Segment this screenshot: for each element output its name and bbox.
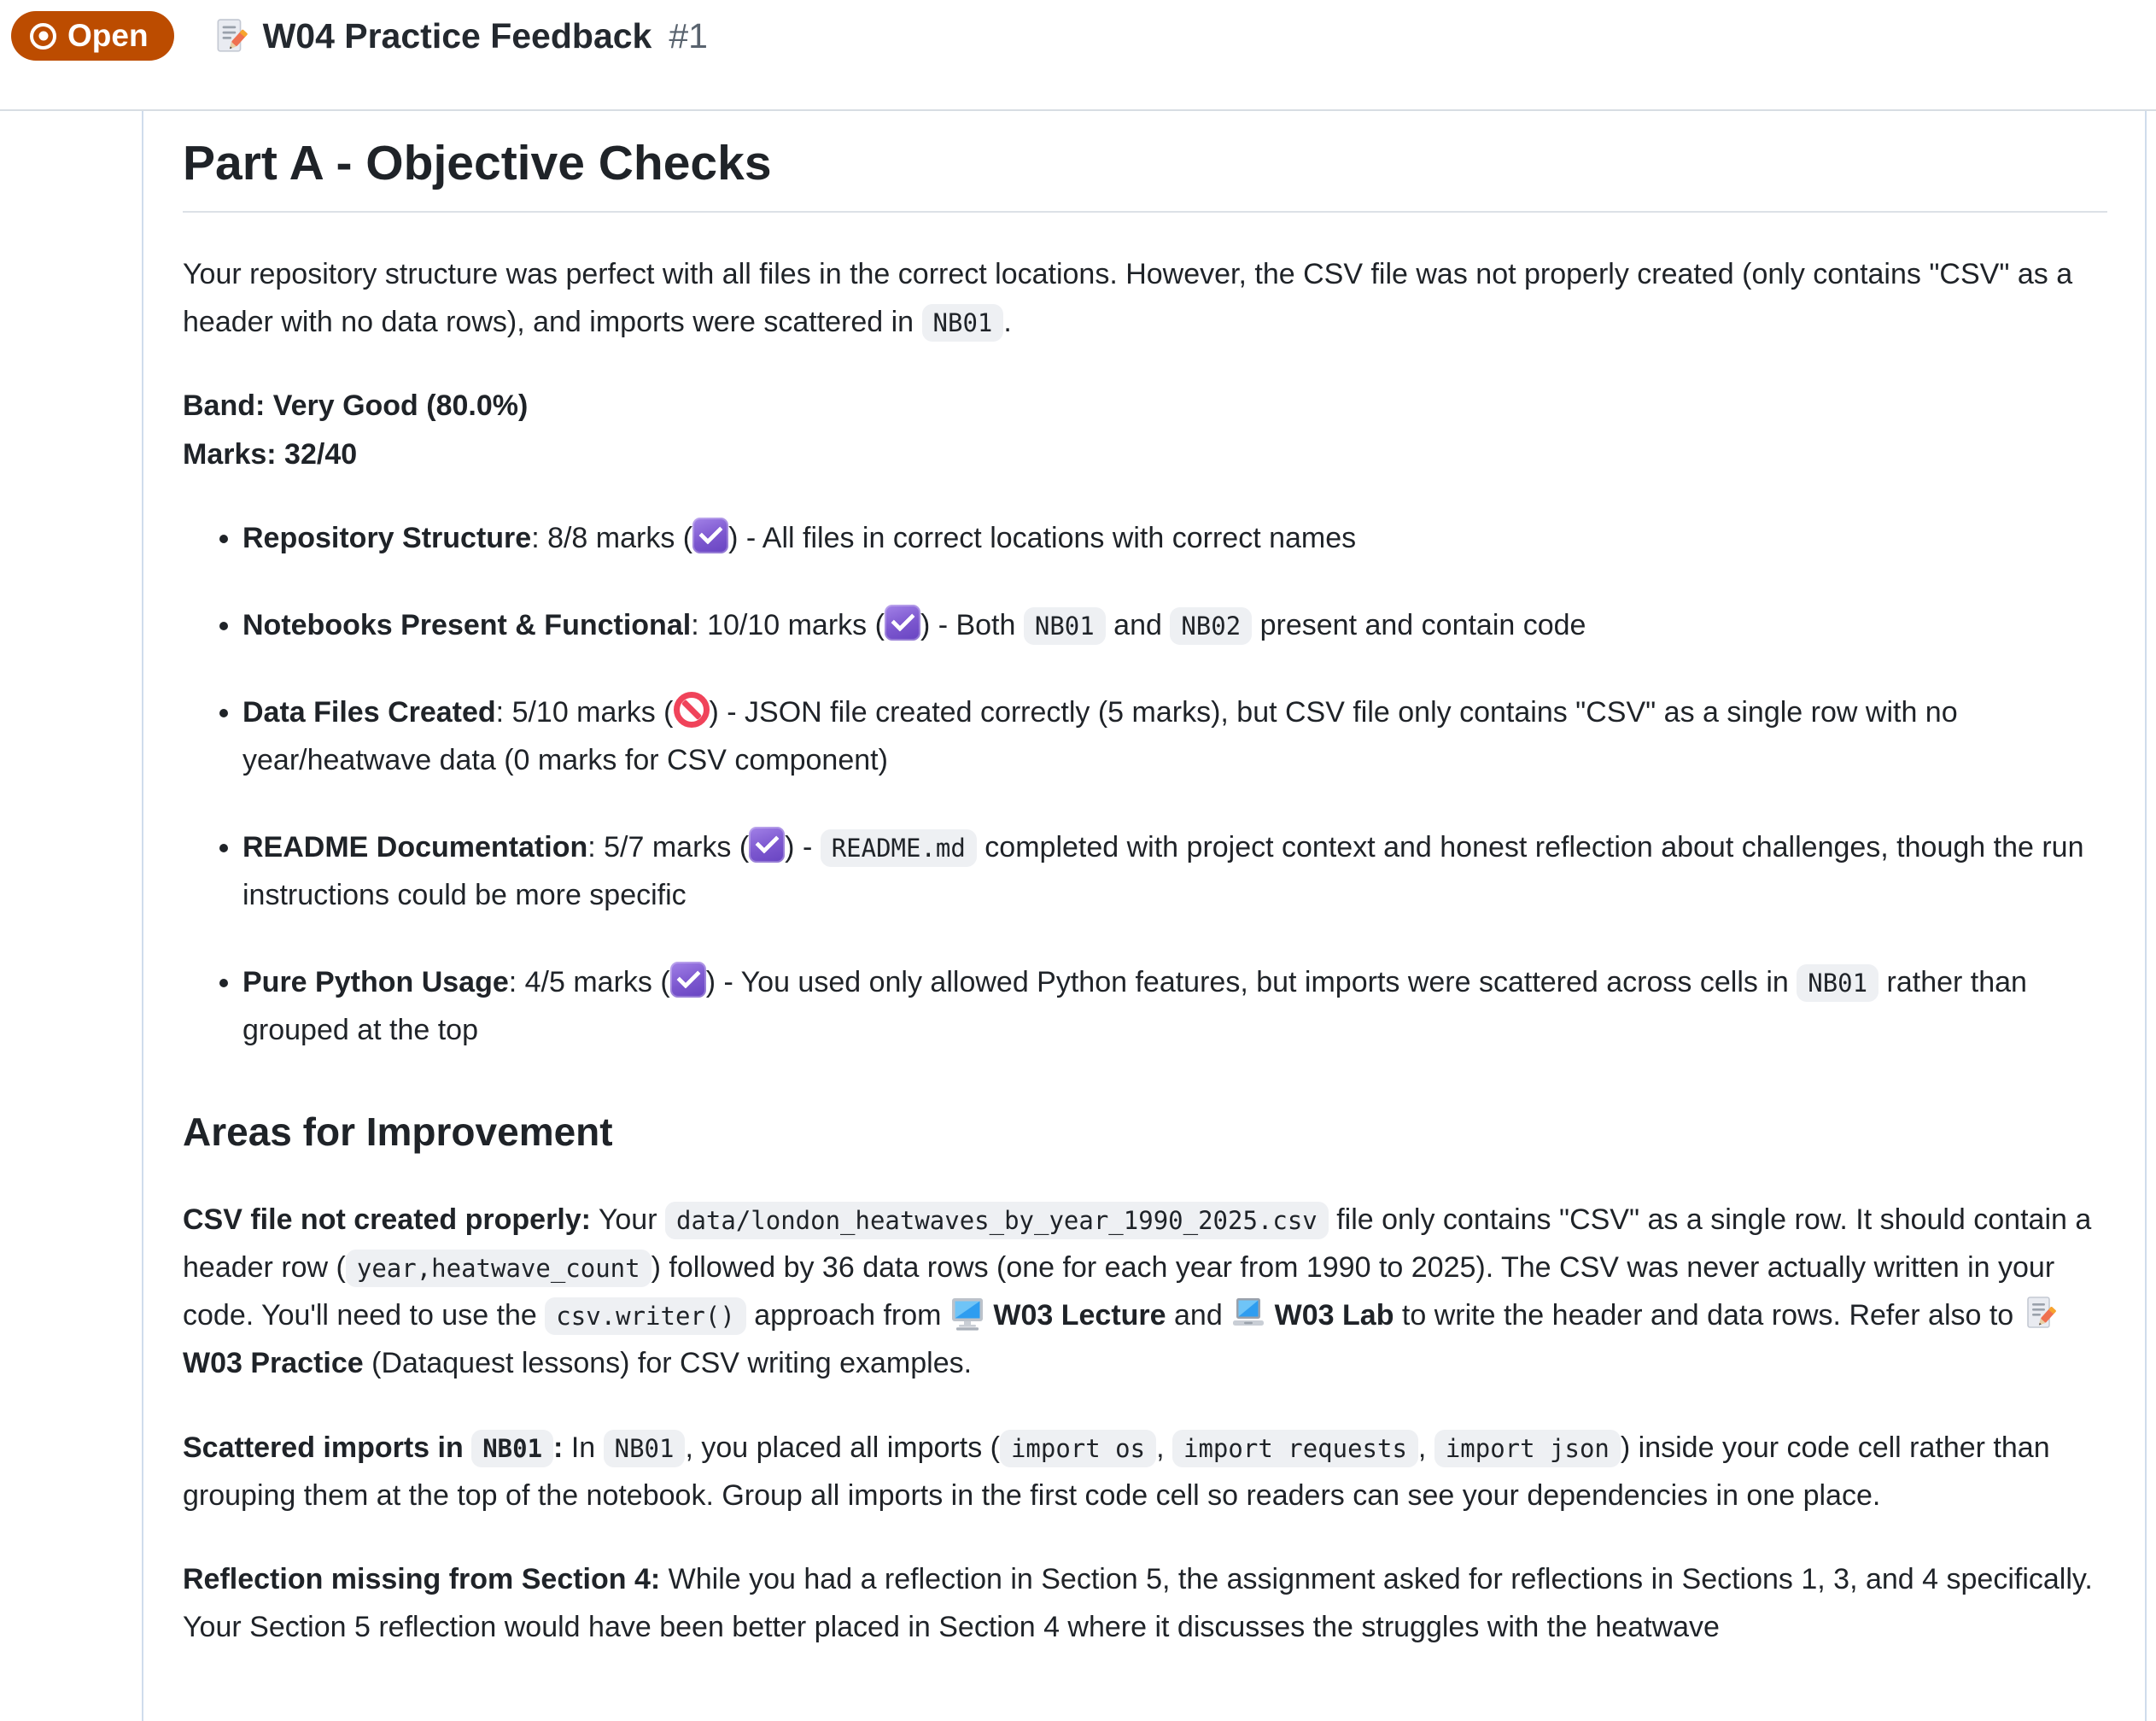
- code-span-import-json: import json: [1434, 1430, 1621, 1467]
- band-line: Band: Very Good (80.0%): [183, 389, 529, 423]
- memo-icon: [212, 17, 249, 55]
- item-text: rather than grouped at the top: [242, 966, 2027, 1047]
- code-span-import-requests: import requests: [1172, 1430, 1418, 1467]
- csv-issue-label: CSV file not created properly:: [183, 1203, 591, 1237]
- list-item-repository-structure: [242, 514, 2107, 562]
- item-text: : 8/8 marks (: [531, 521, 693, 554]
- issue-status-badge[interactable]: [11, 11, 174, 61]
- item-text: ) - You used only allowed Python features, but imports were scattered across cells in: [705, 966, 1797, 999]
- code-span-header-row: year,heatwave_count: [346, 1250, 651, 1287]
- reflection-issue-text: While you had a reflection in Section 5, the assignment asked for reflections in Sections 1, 3, and 4 specifically. Your Section 5 reflection would have been better placed in Section 4 where it discusses the struggles with the heatwave: [183, 1562, 2093, 1643]
- csv-issue-text: to write the header and data rows. Refer also to: [1394, 1299, 2022, 1332]
- memo-emoji: [2022, 1295, 2058, 1331]
- heading-areas-for-improvement: Areas for Improvement: [183, 1109, 613, 1155]
- laptop-emoji: [1230, 1295, 1266, 1331]
- item-text: : 5/10 marks (: [495, 695, 674, 729]
- item-text: completed with project context and honest reflection about challenges, though the run instructions could be more specific: [242, 831, 2084, 912]
- list-item-notebooks: [242, 601, 2107, 649]
- intro-text: Your repository structure was perfect with all files in the correct locations. However, the CSV file was not properly created (only contains "CSV" as a header with no data rows), and imports were scattered in: [183, 258, 2073, 339]
- issue-open-icon: [30, 23, 56, 50]
- desktop-computer-emoji: [949, 1295, 985, 1331]
- item-text: : 5/7 marks (: [587, 831, 750, 863]
- markdown-content: [183, 133, 2107, 1651]
- code-span-nb02: NB02: [1170, 607, 1252, 645]
- comment-body: [142, 111, 2147, 1721]
- item-label: Pure Python Usage: [242, 966, 509, 999]
- check-box-emoji: [670, 962, 706, 998]
- imports-issue-text: , you placed all imports (: [685, 1431, 1000, 1464]
- item-text: ) - All files in correct locations with correct names: [728, 521, 1357, 554]
- reflection-issue-paragraph: [183, 1555, 2107, 1651]
- check-box-emoji: [692, 518, 728, 553]
- code-span-nb01: NB01: [471, 1430, 553, 1467]
- code-span-csv-path: data/london_heatwaves_by_year_1990_2025.csv: [665, 1202, 1329, 1239]
- csv-issue-paragraph: [183, 1196, 2107, 1387]
- issue-status-label: Open: [67, 18, 149, 53]
- item-text: : 10/10 marks (: [691, 608, 885, 641]
- imports-issue-paragraph: [183, 1424, 2107, 1519]
- code-span-nb01: NB01: [922, 304, 1004, 342]
- imports-issue-label-colon: :: [553, 1431, 564, 1464]
- w03-lab-ref: W03 Lab: [1274, 1299, 1394, 1332]
- csv-issue-text: Your: [591, 1203, 665, 1237]
- item-text: ) -: [785, 831, 821, 863]
- imports-issue-text: ,: [1156, 1431, 1173, 1464]
- band-marks-paragraph: [183, 382, 2107, 477]
- csv-issue-text: approach from: [745, 1299, 949, 1332]
- issue-header: [0, 0, 2156, 111]
- item-text: : 4/5 marks (: [508, 966, 670, 999]
- w03-practice-ref: W03 Practice: [183, 1347, 364, 1380]
- w03-lecture-ref: W03 Lecture: [993, 1299, 1166, 1332]
- imports-issue-text: ) inside your code cell rather than grouping them at the top of the notebook. Group all imports in the first code cell so readers can see your dependencies in one place.: [183, 1431, 2050, 1512]
- csv-issue-text: file only contains "CSV" as a single row. It should contain a header row (: [183, 1203, 2092, 1285]
- check-box-emoji: [749, 827, 785, 863]
- imports-issue-text: In: [563, 1431, 604, 1464]
- item-text: and: [1105, 608, 1171, 641]
- code-span-csv-writer: csv.writer(): [545, 1297, 746, 1335]
- prohibited-emoji: [674, 692, 710, 728]
- issue-title: W04 Practice Feedback: [262, 15, 652, 56]
- csv-issue-text: and: [1166, 1299, 1231, 1332]
- csv-issue-text: ) followed by 36 data rows (one for each year from 1990 to 2025). The CSV was never actually written in your code. You'll need to use the: [183, 1251, 2055, 1332]
- item-label: Notebooks Present & Functional: [242, 608, 692, 641]
- item-text: ) - Both: [920, 608, 1024, 641]
- objective-checks-list: [183, 514, 2107, 1055]
- code-span-readme-md: README.md: [821, 829, 977, 867]
- issue-title-row: [212, 11, 708, 61]
- item-label: README Documentation: [242, 831, 588, 863]
- intro-paragraph: [183, 250, 2107, 346]
- csv-issue-text: (Dataquest lessons) for CSV writing examples.: [363, 1347, 973, 1380]
- code-span-nb01: NB01: [1024, 607, 1106, 645]
- code-span-import-os: import os: [1000, 1430, 1156, 1467]
- imports-issue-text: ,: [1417, 1431, 1434, 1464]
- marks-line: Marks: 32/40: [183, 437, 358, 471]
- item-text: present and contain code: [1252, 608, 1586, 641]
- code-span-nb01: NB01: [1797, 964, 1878, 1002]
- intro-text-end: .: [1003, 306, 1012, 339]
- reflection-issue-label: Reflection missing from Section 4:: [183, 1562, 661, 1595]
- imports-issue-label: Scattered imports in: [183, 1431, 472, 1464]
- list-item-pure-python: [242, 958, 2107, 1054]
- issue-number: #1: [669, 15, 708, 56]
- item-text: ) - JSON file created correctly (5 marks), but CSV file only contains "CSV" as a single row with no year/heatwave data (0 marks for CSV component): [242, 695, 1958, 776]
- item-label: Data Files Created: [242, 695, 496, 729]
- code-span-nb01: NB01: [604, 1430, 686, 1467]
- item-label: Repository Structure: [242, 521, 532, 554]
- list-item-readme: [242, 823, 2107, 919]
- heading-part-a: Part A - Objective Checks: [183, 133, 2107, 213]
- check-box-emoji: [885, 605, 920, 641]
- list-item-data-files: [242, 688, 2107, 784]
